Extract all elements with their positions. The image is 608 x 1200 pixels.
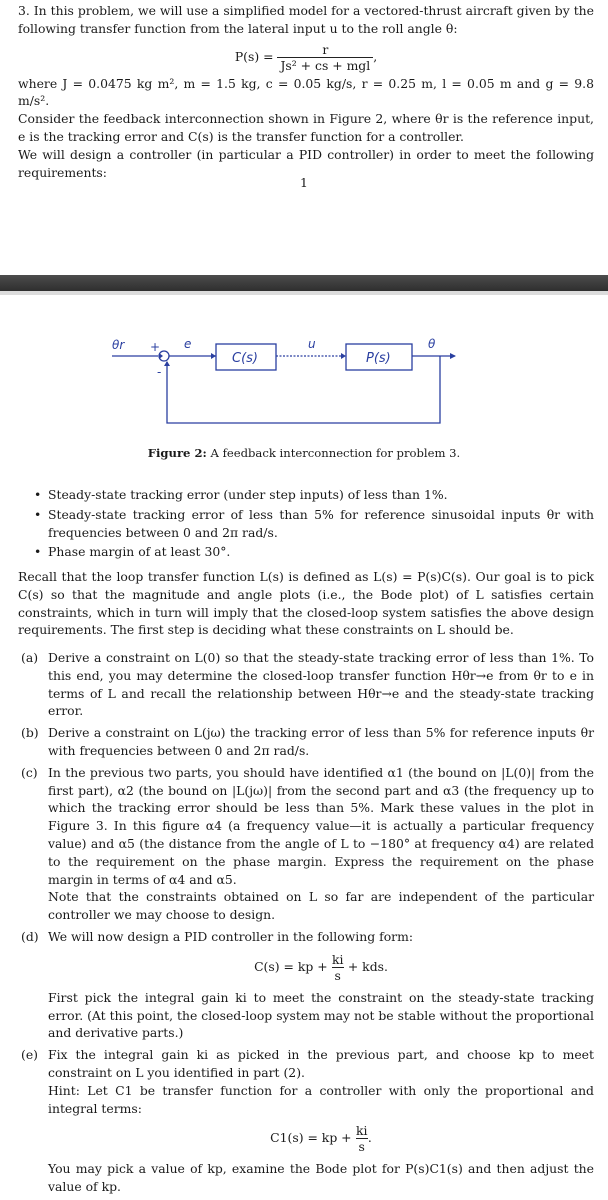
part-e-hint: Hint: Let C1 be transfer function for a controller with only the proportional and integral terms: xyxy=(48,1082,594,1116)
part-b: (b) Derive a constraint on L(jω) the tracking error of less than 5% for reference inputs θr with frequencies between 0 and 2π rad/s. xyxy=(21,725,594,758)
pi-equation: C1(s) = kp + $\frac{ki}{s}$ . xyxy=(270,1123,372,1155)
error-label: e xyxy=(184,337,192,351)
page-break-band xyxy=(0,275,608,291)
parameter-values: where J = 0.0475 kg m², m = 1.5 kg, c = 0.05 kg/s, r = 0.25 m, l = 0.05 m and g = 9.8 m/s². xyxy=(18,75,594,109)
plant-arrowhead xyxy=(341,353,346,359)
problem-intro: 3. In this problem, we will use a simplified model for a vectored-thrust aircraft given by the following transfer function from the lateral input u to the roll angle θ: xyxy=(18,3,594,36)
part-a: (a) Derive a constraint on L(0) so that the steady-state tracking error of less than 1%. To this end, you may determine the closed-loop transfer function Hθr→e from θr to e in terms of L and recall the relationship between Hθr→e and the steady-state tracking error. xyxy=(21,650,594,719)
part-c-note: Note that the constraints obtained on L so far are independent of the particular controller we may choose to design. xyxy=(48,889,594,923)
part-e-instructions: You may pick a value of kp, examine the Bode plot for P(s)C1(s) and then adjust the value of kp. xyxy=(48,1161,594,1195)
part-e: (e) Fix the integral gain ki as picked in the previous part, and choose kp to meet constraint on L you identified in part (2). Hint: Let C1 be transfer function for a controller with only the proportional and integral terms: C1(s) = kp + $\frac{ki}{s}$ . You may pick a value of kp, examine the Bode plot for P(s)C1(s) and then adjust the value of kp. xyxy=(21,1047,594,1195)
input-label: u xyxy=(308,337,316,351)
feedback-description: Consider the feedback interconnection shown in Figure 2, where θr is the reference input, e is the tracking error and C(s) is the transfer function for a controller. xyxy=(18,111,594,144)
plant-label: P(s) xyxy=(366,351,391,366)
list-item: • Phase margin of at least 30°. xyxy=(34,544,231,560)
list-item: • Steady-state tracking error (under step inputs) of less than 1%. xyxy=(34,487,448,502)
output-label: θ xyxy=(428,337,436,351)
part-d: (d) We will now design a PID controller in the following form: C(s) = kp + $\frac{ki}{s}$ + kds. First pick the integral gain ki to meet the constraint on the steady-state tracking error. (At this point, the closed-loop system may not be stable without the proportional and derivative parts.) xyxy=(21,928,594,1041)
part-c: (c) In the previous two parts, you should have identified α1 (the bound on |L(0)| from the first part), α2 (the bound on |L(jω)| from the second part and α3 (the frequency up to which the tracking error should be less than 5%. Mark these values in the plot in Figure 3. In this figure α4 (a frequency value—it is actually a particular frequency value) and α5 (the distance from the angle of L to −180° at frequency α4) are related to the requirement on the phase margin. Express the requirement on the phase margin in terms of α4 and α5. Note that the constraints obtained on L so far are independent of the particular controller we may choose to design. xyxy=(21,764,594,923)
feedback-arrowhead xyxy=(164,361,170,366)
list-item: • Steady-state tracking error of less than 5% for reference sinusoidal inputs θr with frequencies between 0 and 2π rad/s. xyxy=(34,506,594,540)
controller-label: C(s) xyxy=(232,351,258,366)
transfer-function-equation: P(s) = $\frac{r}{\text{Js² + cs + mgl}}$ , xyxy=(234,41,378,73)
output-arrowhead xyxy=(450,353,456,359)
minus-sign: - xyxy=(157,365,162,379)
design-statement: We will design a controller (in particular a PID controller) in order to meet the following requirements: xyxy=(18,146,594,180)
part-d-instructions: First pick the integral gain ki to meet the constraint on the steady-state tracking error. (At this point, the closed-loop system may not be stable without the proportional and derivative parts.) xyxy=(48,989,594,1041)
page-break-edge xyxy=(0,291,608,295)
ref-label: θr xyxy=(112,338,125,352)
plus-sign: + xyxy=(150,340,161,354)
recall-paragraph: Recall that the loop transfer function L(s) is defined as L(s) = P(s)C(s). Our goal is to pick C(s) so that the magnitude and angle plots (i.e., the Bode plot) of L satisfies certain constraints, which in turn will imply that the closed-loop system satisfies the above design requirements. The first step is deciding what these constraints on L should be. xyxy=(18,569,594,638)
feedback-path xyxy=(167,356,440,423)
requirements-list xyxy=(18,486,594,563)
problem-parts xyxy=(18,649,594,1200)
page-number: 1 xyxy=(300,175,308,190)
figure-caption: Figure 2: A feedback interconnection for problem 3. xyxy=(147,446,461,460)
feedback-diagram xyxy=(110,330,500,435)
pid-equation: C(s) = kp + $\frac{ki}{s}$ + kds. xyxy=(254,951,388,983)
controller-arrowhead xyxy=(211,353,216,359)
problem-intro-block xyxy=(18,2,594,181)
